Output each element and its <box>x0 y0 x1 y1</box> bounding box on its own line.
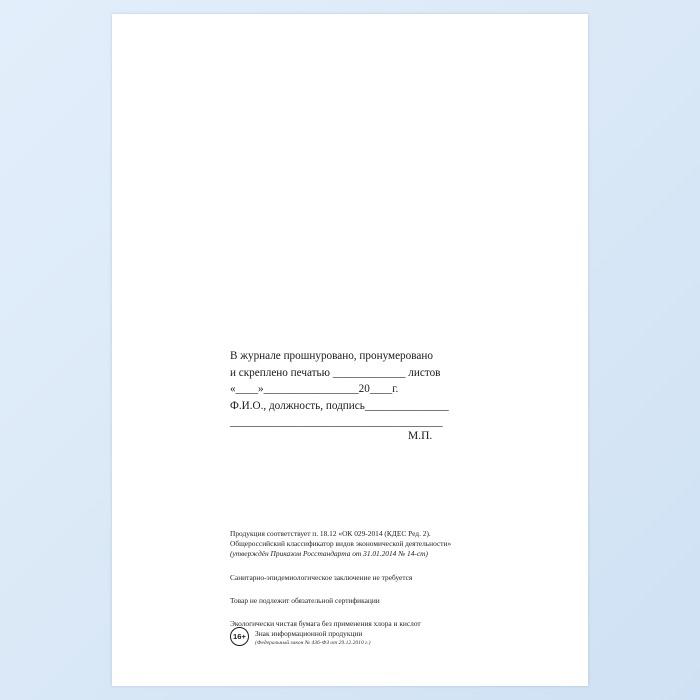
legal-paragraph-6: Экологически чистая бумага без применения хлора и кислот <box>230 619 421 629</box>
legal-paragraph-3: (утверждён Приказом Росстандарта от 31.01.2014 № 14-ст) <box>230 549 428 559</box>
certification-line-2: и скреплено печатью _____________ листов <box>230 366 441 379</box>
document-page <box>112 14 588 686</box>
legal-block <box>230 529 560 638</box>
legal-paragraph-2: Общероссийский классификатор видов экономической деятельности» <box>230 539 452 549</box>
legal-paragraph-4: Санитарно-эпидемиологическое заключение не требуется <box>230 572 413 582</box>
age-mark-subtitle: (Федеральный закон № 436-ФЗ от 29.12.2010 г.) <box>255 639 371 646</box>
seal-mark: М.П. <box>408 430 433 442</box>
age-rating-icon: 16+ <box>230 627 249 646</box>
age-mark-text <box>255 627 371 647</box>
certification-line-1: В журнале прошнуровано, пронумеровано <box>230 350 433 362</box>
certification-block <box>230 348 480 431</box>
age-mark-title: Знак информационной продукции <box>255 629 363 638</box>
certification-line-5: ______________________________________ <box>230 416 443 428</box>
legal-paragraph-5: Товар не подлежит обязательной сертификации <box>230 595 380 605</box>
certification-line-4: Ф.И.О., должность, подпись_______________ <box>230 399 449 412</box>
certification-line-3: «____»_________________20____г. <box>230 383 399 395</box>
legal-paragraph-1: Продукция соответствует п. 18.12 «ОК 029-2014 (КДЕС Ред. 2). <box>230 529 431 538</box>
age-mark-block <box>230 627 371 647</box>
